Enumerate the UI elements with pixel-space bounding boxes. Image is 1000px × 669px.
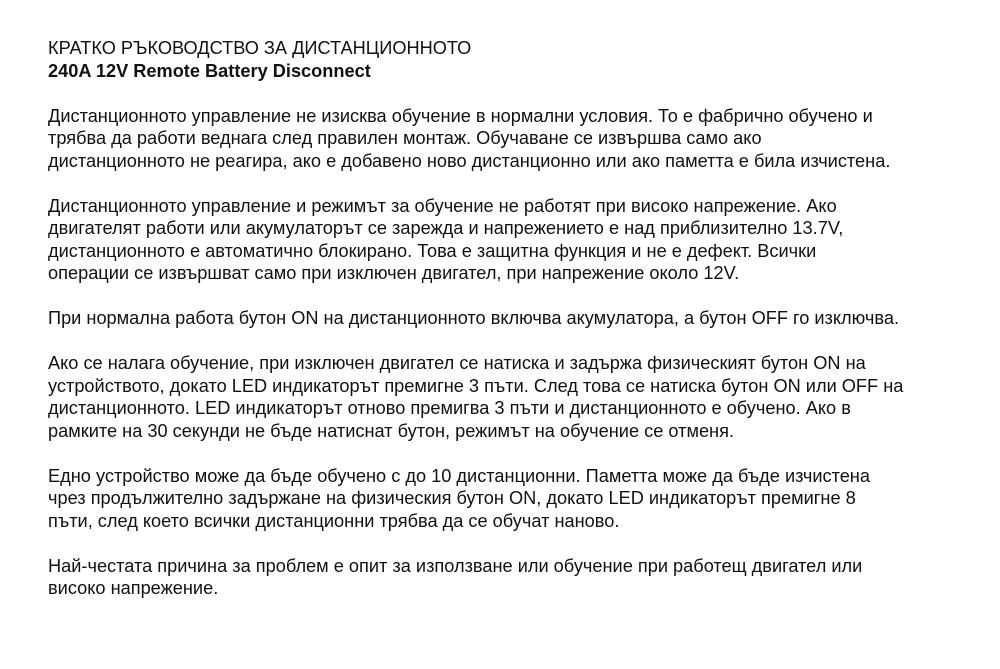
paragraph-line: дистанционното е автоматично блокирано. Това е защитна функция и не е дефект. Всички	[48, 240, 817, 261]
paragraph-line: Най-честата причина за проблем е опит за използване или обучение при работещ двигател или	[48, 555, 863, 576]
document-title: КРАТКО РЪКОВОДСТВО ЗА ДИСТАНЦИОННОТО	[48, 38, 472, 58]
paragraph-line: устройството, докато LED индикаторът премигне 3 пъти. След това се натиска бутон ON или OFF на	[48, 375, 904, 396]
paragraph-high-voltage-lockout	[48, 195, 978, 285]
paragraph-normal-operation	[48, 307, 978, 330]
paragraph-no-pairing-needed	[48, 105, 978, 173]
paragraph-line: дистанционното не реагира, ако е добавено ново дистанционно или ако паметта е била изчистена.	[48, 150, 891, 171]
paragraph-line: Едно устройство може да бъде обучено с до 10 дистанционни. Паметта може да бъде изчистена	[48, 465, 870, 486]
paragraph-line: Дистанционното управление не изисква обучение в нормални условия. То е фабрично обучено и	[48, 105, 873, 126]
paragraph-line: високо напрежение.	[48, 578, 219, 598]
paragraph-pairing-procedure	[48, 352, 978, 442]
document-subtitle: 240A 12V Remote Battery Disconnect	[48, 60, 371, 81]
paragraph-line: При нормална работа бутон ON на дистанционното включва акумулатора, а бутон OFF го изключва.	[48, 308, 900, 328]
document-page	[48, 37, 978, 600]
paragraph-common-problem	[48, 555, 978, 600]
paragraph-line: рамките на 30 секунди не бъде натиснат бутон, режимът на обучение се отменя.	[48, 420, 735, 441]
paragraph-line: дистанционното. LED индикаторът отново премигва 3 пъти и дистанционното е обучено. Ако в	[48, 398, 851, 418]
paragraph-line: трябва да работи веднага след правилен монтаж. Обучаване се извършва само ако	[48, 128, 762, 148]
paragraph-line: Дистанционното управление и режимът за обучение не работят при високо напрежение. Ако	[48, 195, 837, 216]
paragraph-line: пъти, след което всички дистанционни трябва да се обучат наново.	[48, 510, 620, 531]
paragraph-line: операции се извършват само при изключен двигател, при напрежение около 12V.	[48, 263, 740, 283]
paragraph-memory-clear	[48, 465, 978, 533]
paragraph-line: двигателят работи или акумулаторът се зарежда и напрежението е над приблизително 13.7V,	[48, 218, 844, 238]
paragraph-line: Ако се налага обучение, при изключен двигател се натиска и задържа физическият бутон ON на	[48, 353, 866, 373]
paragraph-line: чрез продължително задържане на физическия бутон ON, докато LED индикаторът премигне 8	[48, 488, 856, 508]
